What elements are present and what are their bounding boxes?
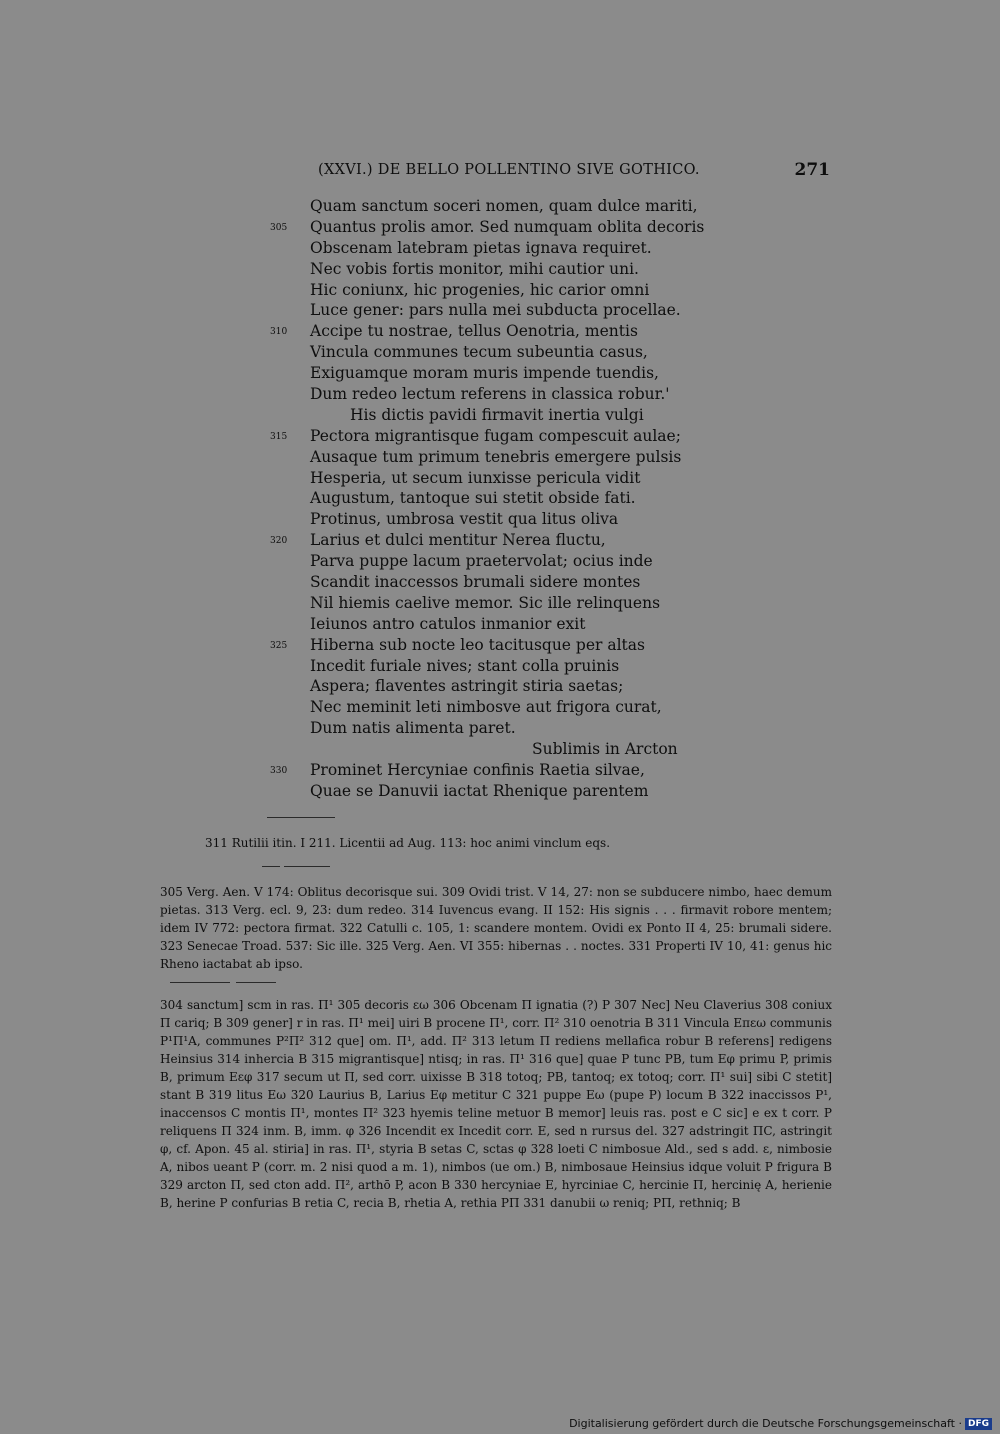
verse-line	[270, 551, 830, 572]
verse-text-line: Scandit inaccessos brumali sidere montes	[310, 573, 641, 592]
verse-text-line: Incedit furiale nives; stant colla pruinis	[310, 656, 620, 675]
verse-line	[270, 405, 830, 426]
source-apparatus	[160, 883, 832, 973]
verse-line	[270, 572, 830, 593]
verse-text-line: Parva puppe lacum praetervolat; ocius inde	[310, 552, 653, 571]
verse-text-line: Hesperia, ut secum iunxisse pericula vidit	[310, 468, 641, 487]
verse-text-line: Quae se Danuvii iactat Rhenique parentem	[310, 781, 649, 800]
verse-text-line: Protinus, umbrosa vestit qua litus oliva	[310, 510, 619, 529]
verse-text-line: Sublimis in Arcton	[532, 740, 678, 759]
verse-line	[270, 781, 830, 802]
verse-text-line: Nec vobis fortis monitor, mihi cautior uni.	[310, 259, 639, 278]
critical-apparatus	[160, 996, 832, 1212]
verse-text-line: Luce gener: pars nulla mei subducta procellae.	[310, 301, 681, 320]
verse-text-line: Dum natis alimenta paret.	[310, 719, 516, 738]
verse-text-line: Quantus prolis amor. Sed numquam oblita decoris	[310, 217, 705, 236]
verse-line	[270, 760, 830, 781]
verse-text-line: Prominet Hercyniae confinis Raetia silvae,	[310, 761, 645, 780]
testimonia-text: 311 Rutilii itin. I 211. Licentii ad Aug. 113: hoc animi vinclum eqs.	[205, 836, 611, 850]
verse-line	[270, 509, 830, 530]
line-number: 330	[270, 766, 288, 777]
verse-line	[270, 426, 830, 447]
divider	[170, 982, 230, 983]
line-number: 325	[270, 640, 288, 651]
verse-line	[270, 384, 830, 405]
verse-line	[270, 739, 830, 760]
verse-line	[270, 718, 830, 739]
line-number: 305	[270, 222, 288, 233]
verse-line	[270, 614, 830, 635]
critical-apparatus-text: 304 sanctum] scm in ras. Π¹ 305 decoris εω 306 Obcenam Π ignatia (?) P 307 Nec] Neu Claverius 308 coniux Π cariq; B 309 gener] r in ras. Π¹ mei] uiri B procene Π¹, corr. Π² 310 oenotria B 311 Vincula Eπεω communis P¹Π¹A, communes P²Π² 312 que] om. Π¹, add. Π² 313 letum Π rediens mellafica robur B referens] redigens Heinsius 314 inhercia B 315 migrantisque] ntisq; in ras. Π¹ 316 que] quae P tunc PB, tum Eφ primu P, primis B, primum Eεφ 317 secum ut Π, sed corr. uixisse B 318 totoq; PB, tantoq; ex totoq; corr. Π¹ sui] sibi C stetit] stant B 319 litus Eω 320 Laurius B, Larius Eφ metitur C 321 puppe Eω (pupe P) locum B 322 inaccissos P¹, inaccensos C montis Π¹, montes Π² 323 hyemis teline metuor B memor] leuis ras. post e C sic] e ex t corr. P reliquens Π 324 inm. B, imm. φ 326 Incendit ex Incedit corr. E, sed n rursus del. 327 adstringit ΠC, astringit φ, cf. Apon. 45 al. stiria] in ras. Π¹, styria B setas C, sctas φ 328 loeti C nimbosue Ald., sed s add. ε, nimbosie A, nibos ueant P (corr. m. 2 nisi quod a m. 1), nimbos (ue om.) B, nimbosaue Heinsius idque voluit P frigura B 329 arcton Π, sed cton add. Π², arthō P, acon B 330 hercyniae E, hyrciniae C, hercinie Π, hercinię A, herienie B, herine P confurias B retia C, recia B, rhetia A, rethia PΠ 331 danubii ω reniq; PΠ, rethniq; B	[160, 998, 832, 1210]
verse-text-line: Nec meminit leti nimbosve aut frigora curat,	[310, 698, 662, 717]
verse-line	[270, 300, 830, 321]
verse-text-line: Aspera; flaventes astringit stiria saetas;	[310, 677, 624, 696]
verse-line	[270, 447, 830, 468]
divider	[236, 982, 276, 983]
footer-text: Digitalisierung gefördert durch die Deutsche Forschungsgemeinschaft ·	[569, 1417, 962, 1430]
verse-line	[270, 280, 830, 301]
verse-text-line: Hic coniunx, hic progenies, hic carior omni	[310, 280, 650, 299]
verse-text-line: Hiberna sub nocte leo tacitusque per altas	[310, 635, 645, 654]
verse-line	[270, 217, 830, 238]
verse-text-line: Dum redeo lectum referens in classica robur.'	[310, 385, 670, 404]
verse-line	[270, 593, 830, 614]
verse-text-line: Exiguamque moram muris impende tuendis,	[310, 364, 659, 383]
running-header	[318, 162, 830, 184]
page-number: 271	[794, 160, 830, 180]
verse-line	[270, 635, 830, 656]
line-number: 320	[270, 536, 288, 547]
verse-line	[270, 259, 830, 280]
running-title: (XXVI.) DE BELLO POLLENTINO SIVE GOTHICO.	[318, 162, 700, 178]
verse-text	[270, 196, 830, 802]
verse-line	[270, 238, 830, 259]
verse-text-line: Obscenam latebram pietas ignava requiret.	[310, 238, 652, 257]
verse-line	[270, 656, 830, 677]
verse-line	[270, 342, 830, 363]
verse-line	[270, 196, 830, 217]
line-number: 310	[270, 327, 288, 338]
verse-line	[270, 468, 830, 489]
verse-text-line: Quam sanctum soceri nomen, quam dulce mariti,	[310, 197, 698, 215]
footer-credit	[569, 1417, 992, 1430]
testimonia	[205, 834, 877, 852]
verse-line	[270, 697, 830, 718]
verse-line	[270, 676, 830, 697]
verse-text-line: Ausaque tum primum tenebris emergere pulsis	[310, 447, 682, 466]
verse-text-line: Ieiunos antro catulos inmanior exit	[310, 614, 586, 633]
verse-text-line: Accipe tu nostrae, tellus Oenotria, mentis	[310, 322, 638, 341]
verse-text-line: Larius et dulci mentitur Nerea fluctu,	[310, 531, 606, 550]
verse-line	[270, 363, 830, 384]
verse-text-line: Augustum, tantoque sui stetit obside fati.	[310, 489, 636, 508]
source-apparatus-text: 305 Verg. Aen. V 174: Oblitus decorisque sui. 309 Ovidi trist. V 14, 27: non se subducere nimbo, haec demum pietas. 313 Verg. ecl. 9, 23: dum redeo. 314 Iuvencus evang. II 152: His signis . . . firmavit robore mentem; idem IV 772: pectora firmat. 322 Catulli c. 105, 1: scandere montem. Ovidi ex Ponto II 4, 25: brumali sidere. 323 Senecae Troad. 537: Sic ille. 325 Verg. Aen. VI 355: hibernas . . noctes. 331 Properti IV 10, 41: genus hic Rheno iactabat ab ipso.	[160, 885, 832, 971]
dfg-logo-icon: DFG	[965, 1418, 992, 1430]
divider	[262, 866, 280, 867]
verse-line	[270, 488, 830, 509]
verse-line	[270, 530, 830, 551]
verse-text-line: Nil hiemis caelive memor. Sic ille relinquens	[310, 593, 661, 612]
line-number: 315	[270, 431, 288, 442]
verse-text-line: His dictis pavidi firmavit inertia vulgi	[350, 405, 644, 424]
verse-text-line: Vincula communes tecum subeuntia casus,	[310, 343, 648, 362]
verse-text-line: Pectora migrantisque fugam compescuit aulae;	[310, 426, 681, 445]
divider	[267, 817, 335, 818]
divider	[284, 866, 330, 867]
verse-line	[270, 321, 830, 342]
